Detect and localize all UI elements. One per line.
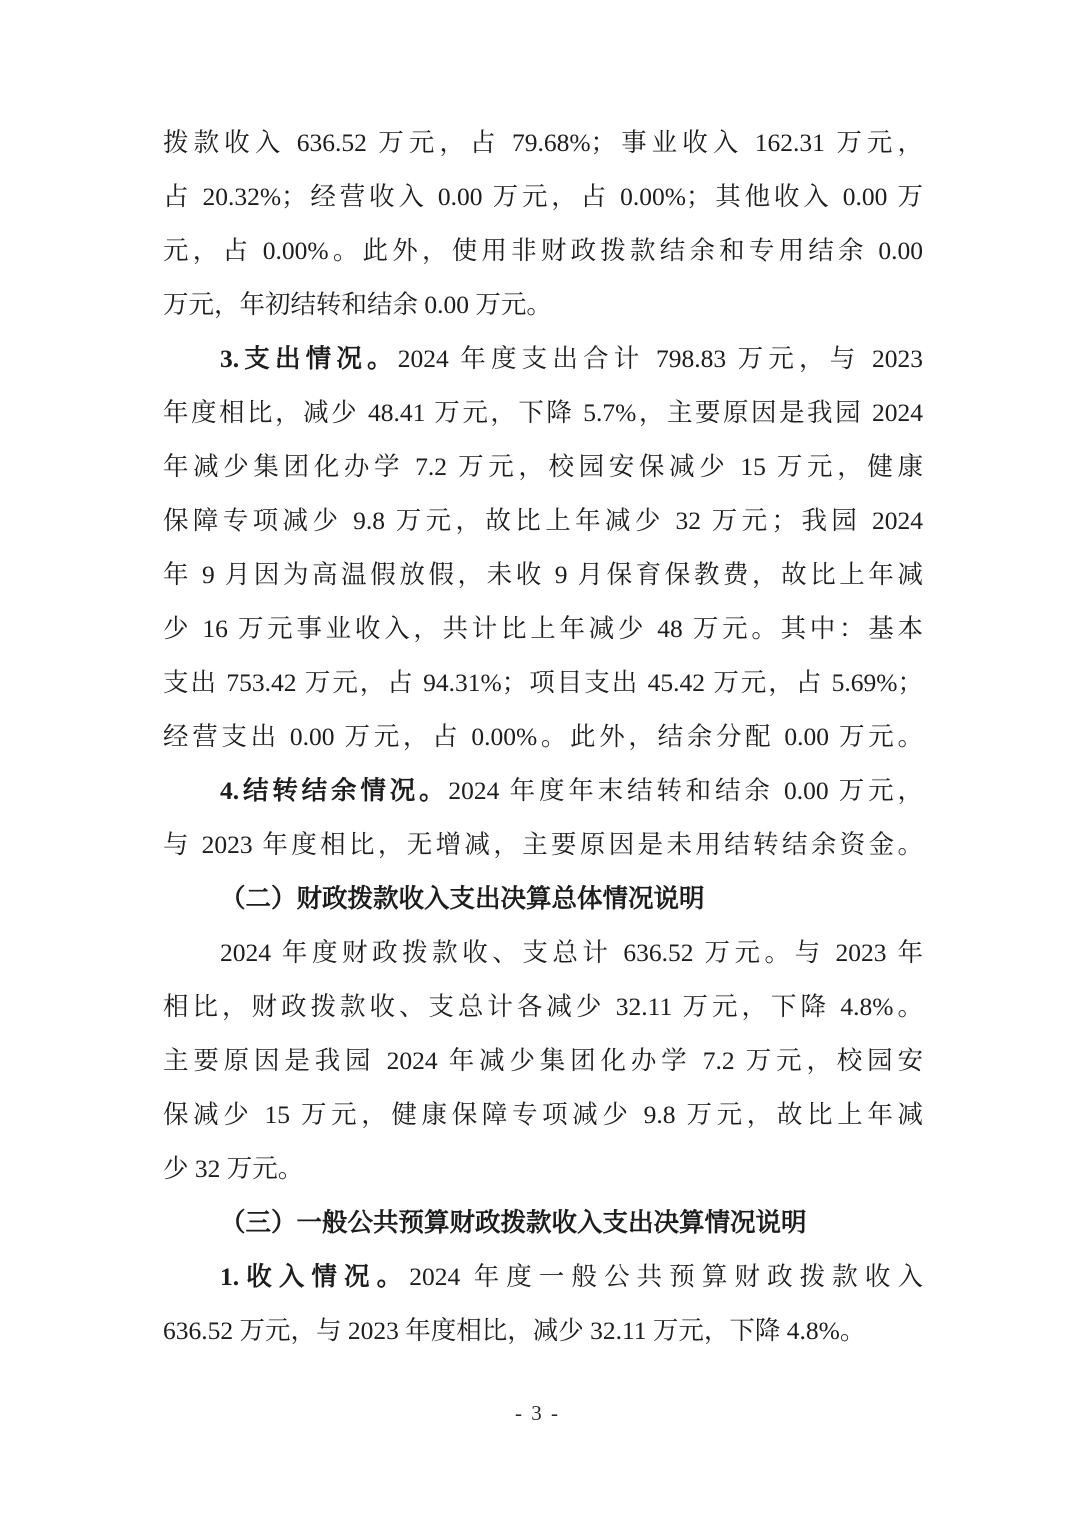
text-line <box>163 224 923 278</box>
text-line <box>163 602 923 656</box>
text-line <box>163 980 923 1034</box>
text-run-bold: 4.结转结余情况。 <box>220 776 449 805</box>
text-line <box>163 1250 923 1304</box>
text-line <box>163 170 923 224</box>
text-line <box>163 1196 923 1250</box>
text-run: 2024 年度一般公共预算财政拨款收入 <box>409 1262 923 1291</box>
text-line <box>163 872 923 926</box>
text-line <box>163 818 923 872</box>
text-run: 主要原因是我园 2024 年减少集团化办学 7.2 万元，校园安 <box>163 1046 923 1075</box>
text-run-bold: （三）一般公共预算财政拨款收入支出决算情况说明 <box>220 1208 807 1237</box>
text-line <box>163 440 923 494</box>
text-run: 少 16 万元事业收入，共计比上年减少 48 万元。其中：基本 <box>163 614 923 643</box>
text-line <box>163 926 923 980</box>
text-line <box>163 1304 923 1358</box>
text-line <box>163 1034 923 1088</box>
text-line <box>163 710 923 764</box>
text-run-bold: 1.收入情况。 <box>220 1262 410 1291</box>
text-line <box>163 548 923 602</box>
text-run: 2024 年度年末结转和结余 0.00 万元， <box>448 776 923 805</box>
text-line <box>163 386 923 440</box>
text-run: 636.52 万元，与 2023 年度相比，减少 32.11 万元，下降 4.8%。 <box>163 1316 866 1345</box>
text-run: 保减少 15 万元，健康保障专项减少 9.8 万元，故比上年减 <box>163 1100 923 1129</box>
text-run: 万元，年初结转和结余 0.00 万元。 <box>163 290 552 319</box>
text-run: 与 2023 年度相比，无增减，主要原因是未用结转结余资金。 <box>163 830 923 859</box>
text-line <box>163 494 923 548</box>
text-run: 少 32 万元。 <box>163 1154 304 1183</box>
text-line <box>163 332 923 386</box>
text-run: 相比，财政拨款收、支总计各减少 32.11 万元，下降 4.8%。 <box>163 992 923 1021</box>
text-run: 拨款收入 636.52 万元，占 79.68%；事业收入 162.31 万元， <box>163 128 923 157</box>
text-run-bold: （二）财政拨款收入支出决算总体情况说明 <box>220 884 705 913</box>
text-line <box>163 1088 923 1142</box>
document-body <box>163 116 923 1358</box>
text-run-bold: 3.支出情况。 <box>220 344 398 373</box>
text-line <box>163 764 923 818</box>
text-run: 2024 年度财政拨款收、支总计 636.52 万元。与 2023 年 <box>220 938 923 967</box>
text-run: 年 9 月因为高温假放假，未收 9 月保育保教费，故比上年减 <box>163 560 923 589</box>
text-run: 年度相比，减少 48.41 万元，下降 5.7%，主要原因是我园 2024 <box>163 398 923 427</box>
text-line <box>163 116 923 170</box>
text-run: 年减少集团化办学 7.2 万元，校园安保减少 15 万元，健康 <box>163 452 923 481</box>
text-line <box>163 656 923 710</box>
text-run: 2024 年度支出合计 798.83 万元，与 2023 <box>397 344 923 373</box>
text-run: 占 20.32%；经营收入 0.00 万元，占 0.00%；其他收入 0.00 万 <box>163 182 923 211</box>
text-line <box>163 278 923 332</box>
text-run: 支出 753.42 万元，占 94.31%；项目支出 45.42 万元，占 5.69%； <box>163 668 923 697</box>
text-run: 经营支出 0.00 万元，占 0.00%。此外，结余分配 0.00 万元。 <box>163 722 923 751</box>
text-line <box>163 1142 923 1196</box>
text-run: 保障专项减少 9.8 万元，故比上年减少 32 万元；我园 2024 <box>163 506 923 535</box>
text-run: 元，占 0.00%。此外，使用非财政拨款结余和专用结余 0.00 <box>163 236 923 265</box>
page-number: - 3 - <box>515 1401 560 1425</box>
